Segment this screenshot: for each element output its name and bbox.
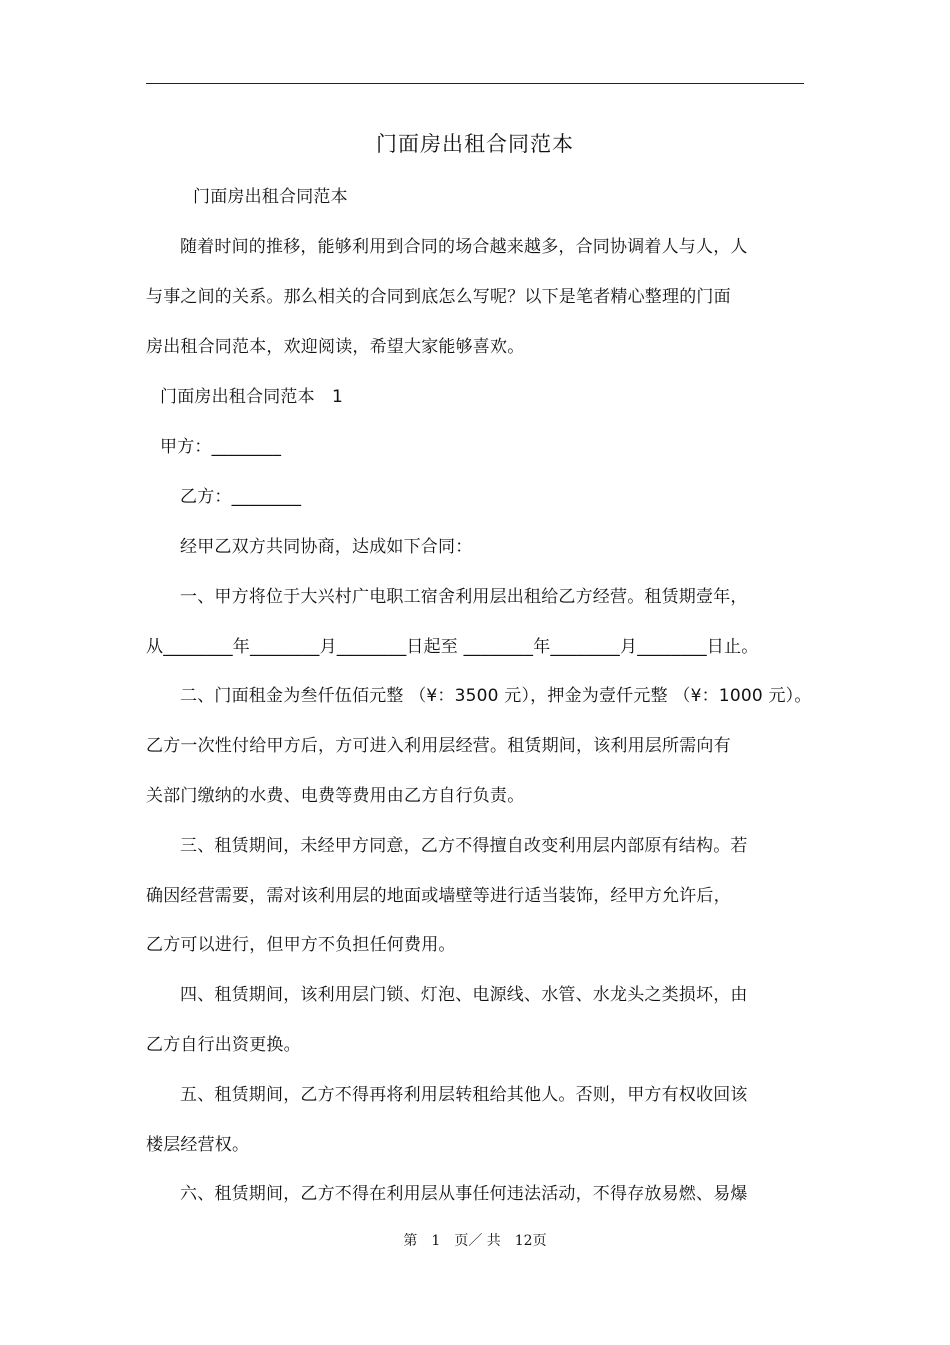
text-line: 随着时间的推移，能够利用到合同的场合越来越多，合同协调着人与人，人: [180, 237, 748, 257]
clause-2-line: 二、门面租金为叁仟伍佰元整 （¥：3500 元），押金为壹仟元整 （¥：1000 元）。: [180, 686, 812, 706]
clause-1-line: 一、甲方将位于大兴村广电职工宿舍利用层出租给乙方经营。租赁期壹年，: [180, 587, 748, 607]
header-rule: [146, 83, 804, 84]
clause-2-line: 乙方一次性付给甲方后，方可进入利用层经营。租赁期间，该利用层所需向有: [146, 736, 731, 756]
clause-2-line: 关部门缴纳的水费、电费等费用由乙方自行负责。: [146, 786, 525, 806]
clause-6-line: 六、租赁期间，乙方不得在利用层从事任何违法活动，不得存放易燃、易爆: [180, 1184, 748, 1204]
clause-5-line: 楼层经营权。: [146, 1135, 250, 1155]
clause-5-line: 五、租赁期间，乙方不得再将利用层转租给其他人。否则，甲方有权收回该: [180, 1085, 748, 1105]
party-b-line: 乙方：________: [180, 487, 302, 507]
page-footer: 第 1 页／ 共 12页: [403, 1233, 547, 1249]
text-line: 房出租合同范本，欢迎阅读，希望大家能够喜欢。: [146, 337, 525, 357]
clause-1-line: 从________年________月________日起至 ________年________月________日止。: [146, 637, 759, 657]
subtitle-line: 门面房出租合同范本: [193, 187, 348, 207]
document-title: 门面房出租合同范本: [376, 132, 574, 156]
party-a-line: 甲方：________: [160, 437, 282, 457]
text-line: 经甲乙双方共同协商，达成如下合同：: [180, 537, 473, 557]
clause-3-line: 确因经营需要，需对该利用层的地面或墙壁等进行适当装饰，经甲方允许后，: [146, 886, 731, 906]
clause-3-line: 三、租赁期间，未经甲方同意，乙方不得擅自改变利用层内部原有结构。若: [180, 836, 748, 856]
clause-4-line: 四、租赁期间，该利用层门锁、灯泡、电源线、水管、水龙头之类损坏，由: [180, 985, 748, 1005]
text-line: 与事之间的关系。那么相关的合同到底怎么写呢？以下是笔者精心整理的门面: [146, 287, 731, 307]
clause-3-line: 乙方可以进行，但甲方不负担任何费用。: [146, 935, 456, 955]
contract-heading: 门面房出租合同范本 1: [160, 387, 344, 407]
clause-4-line: 乙方自行出资更换。: [146, 1035, 301, 1055]
